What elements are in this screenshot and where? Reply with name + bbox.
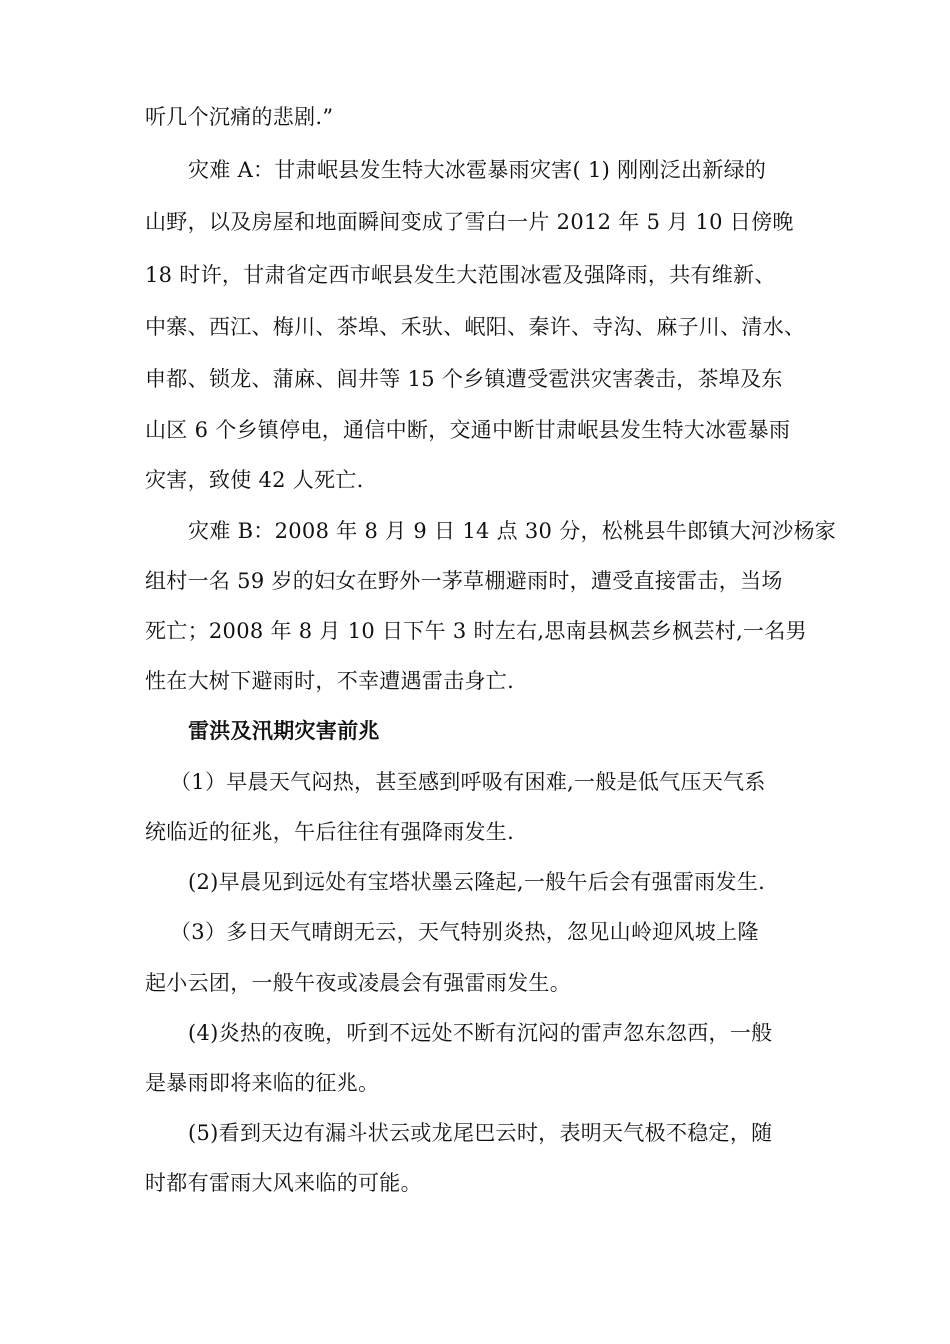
text-line: 时都有雷雨大风来临的可能。 <box>145 1171 422 1195</box>
omen-item-2: (2)早晨见到远处有宝塔状墨云隆起,一般午后会有强雷雨发生. <box>188 870 766 894</box>
paragraph-disaster-a: 灾难 A：甘肃岷县发生特大冰雹暴雨灾害( 1) 刚刚泛出新绿的 <box>188 158 767 182</box>
omen-item-3: （3）多日天气晴朗无云，天气特别炎热，忽见山岭迎风坡上隆 <box>170 920 759 944</box>
text-line: 死亡；2008 年 8 月 10 日下午 3 时左右,思南县枫芸乡枫芸村,一名男 <box>145 619 807 643</box>
text-line: 性在大树下避雨时，不幸遭遇雷击身亡. <box>145 669 515 693</box>
text-line: 听几个沉痛的悲剧.” <box>145 105 334 129</box>
text-line: 申都、锁龙、蒲麻、闾井等 15 个乡镇遭受雹洪灾害袭击，茶埠及东 <box>145 367 783 391</box>
text-line: 中寨、西江、梅川、茶埠、禾驮、岷阳、秦许、寺沟、麻子川、清水、 <box>145 315 806 339</box>
section-heading: 雷洪及汛期灾害前兆 <box>188 719 380 743</box>
omen-item-5: (5)看到天边有漏斗状云或龙尾巴云时，表明天气极不稳定，随 <box>188 1121 773 1145</box>
text-line: 统临近的征兆，午后往往有强降雨发生. <box>145 820 515 844</box>
text-line: 是暴雨即将来临的征兆。 <box>145 1071 380 1095</box>
text-line: 起小云团，一般午夜或凌晨会有强雷雨发生。 <box>145 971 571 995</box>
paragraph-disaster-b: 灾难 B：2008 年 8 月 9 日 14 点 30 分，松桃县牛郎镇大河沙杨家 <box>188 519 837 543</box>
text-line: 18 时许，甘肃省定西市岷县发生大范围冰雹及强降雨，共有维新、 <box>145 263 776 287</box>
text-line: 组村一名 59 岁的妇女在野外一茅草棚避雨时，遭受直接雷击，当场 <box>145 569 783 593</box>
text-line: 灾害，致使 42 人死亡. <box>145 468 364 492</box>
text-line: 山野，以及房屋和地面瞬间变成了雪白一片 2012 年 5 月 10 日傍晚 <box>145 210 794 234</box>
omen-item-1: （1）早晨天气闷热，甚至感到呼吸有困难,一般是低气压天气系 <box>170 770 766 794</box>
text-line: 山区 6 个乡镇停电，通信中断，交通中断甘肃岷县发生特大冰雹暴雨 <box>145 418 791 442</box>
omen-item-4: (4)炎热的夜晚，听到不远处不断有沉闷的雷声忽东忽西，一般 <box>188 1021 773 1045</box>
